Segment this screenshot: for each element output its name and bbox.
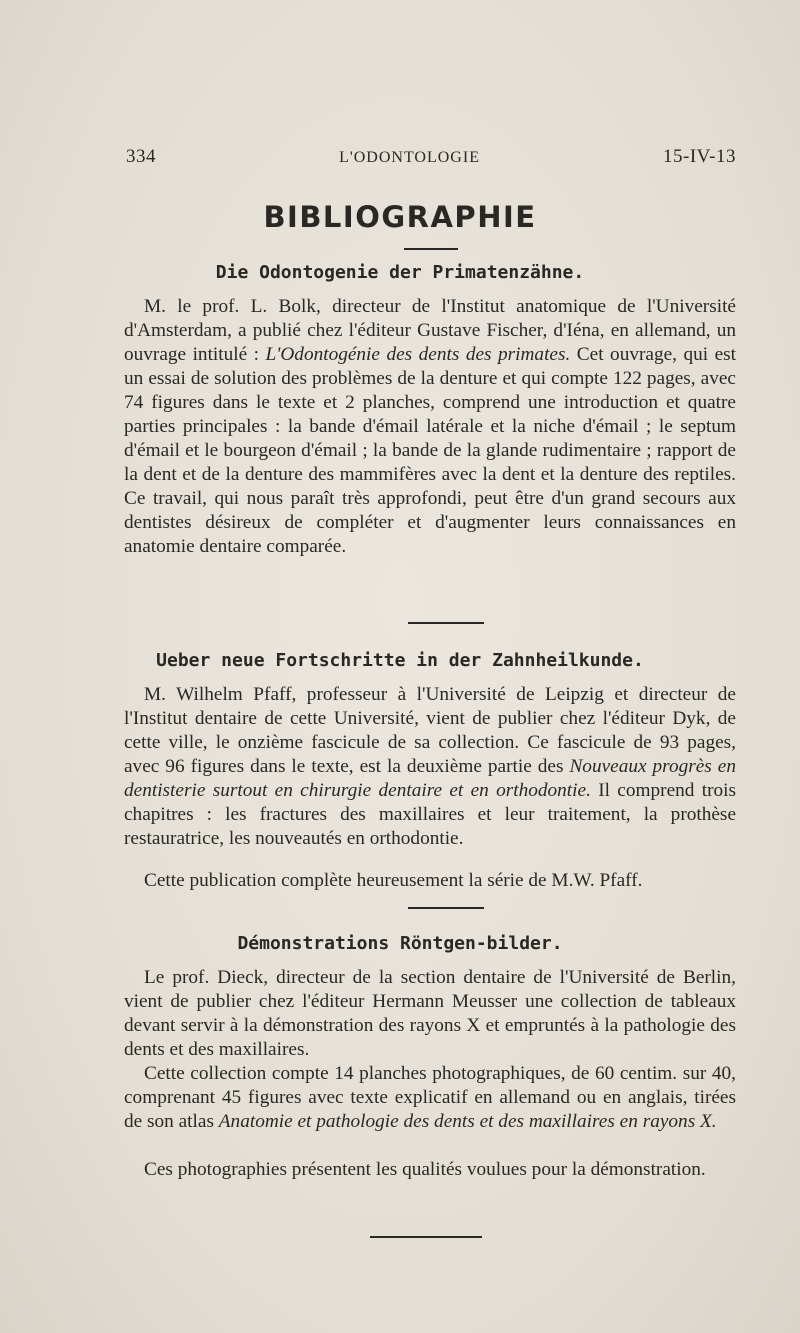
section-1-paragraph: [124, 295, 736, 559]
section-rule-1: [408, 622, 484, 624]
section-2-book-title: Nouveaux progrès en dentisterie surtout en chirurgie dentaire et en orthodontie.: [124, 756, 736, 801]
section-2-paragraph-1: [124, 683, 736, 851]
end-rule: [370, 1236, 482, 1238]
section-2-text-b: Il comprend trois chapitres : les fractures des maxillaires et leur traitement, la prothèse restauratrice, les nouveautés en orthodontie.: [124, 780, 736, 849]
running-head: [126, 146, 736, 168]
section-2-text-a: M. Wilhelm Pfaff, professeur à l'Université de Leipzig et directeur de l'Institut dentaire de cette Université, vient de publier chez l'éditeur Dyk, de cette ville, le onzième fascicule de sa collection. Ce fascicule de 93 pages, avec 96 figures dans le texte, est la deuxième partie des: [124, 684, 736, 777]
section-3-text-a: Le prof. Dieck, directeur de la section dentaire de l'Université de Berlin, vient de publier chez l'éditeur Hermann Meusser une collection de tableaux devant servir à la démonstration des rayons X et empruntés à la pathologie des dents et des maxillaires.: [124, 967, 736, 1060]
section-3-book-title: Anatomie et pathologie des dents et des maxillaires en rayons X.: [218, 1111, 717, 1132]
section-heading-1: Die Odontogenie der Primatenzähne.: [215, 262, 585, 283]
journal-name: L'ODONTOLOGIE: [339, 149, 480, 166]
section-3-text-c: Ces photographies présentent les qualités voulues pour la démonstration.: [144, 1159, 706, 1180]
page-title: BIBLIOGRAPHIE: [263, 200, 537, 234]
section-3-paragraph-1: [124, 966, 736, 1062]
section-3-text-b: Cette collection compte 14 planches photographiques, de 60 centim. sur 40, comprenant 45 figures avec texte explicatif en allemand ou en anglais, tirées de son atlas: [124, 1063, 736, 1132]
section-rule-2: [408, 907, 484, 909]
title-rule: [404, 248, 458, 250]
section-3-paragraph-2: [124, 1062, 736, 1134]
section-1-text-a: M. le prof. L. Bolk, directeur de l'Institut anatomique de l'Université d'Amsterdam, a publié chez l'éditeur Gustave Fischer, d'Iéna, en allemand, un ouvrage intitulé :: [124, 296, 736, 365]
page-number: 334: [126, 146, 156, 167]
issue-date: 15-IV-13: [663, 146, 736, 167]
section-1-book-title: L'Odontogénie des dents des primates.: [265, 344, 571, 365]
section-1-text-b: Cet ouvrage, qui est un essai de solution des problèmes de la denture et qui compte 122 pages, avec 74 figures dans le texte et 2 planches, comprend une introduction et quatre parties principales : la bande d'émail latérale et la niche d'émail ; le septum d'émail et le bourgeon d'émail ; la bande de la glande rudimentaire ; rapport de la dent et de la denture des mammifères avec la dent et la denture des reptiles. Ce travail, qui nous paraît très approfondi, peut être d'un grand secours aux dentistes désireux de compléter et d'augmenter leurs connaissances en anatomie dentaire comparée.: [124, 344, 736, 557]
section-2-paragraph-2: [124, 869, 736, 893]
section-3-paragraph-3: [124, 1158, 736, 1182]
section-heading-3: Démonstrations Röntgen-bilder.: [237, 933, 563, 954]
section-heading-2: Ueber neue Fortschritte in der Zahnheilkunde.: [156, 650, 644, 671]
section-2-text-c: Cette publication complète heureusement la série de M.W. Pfaff.: [144, 870, 643, 891]
